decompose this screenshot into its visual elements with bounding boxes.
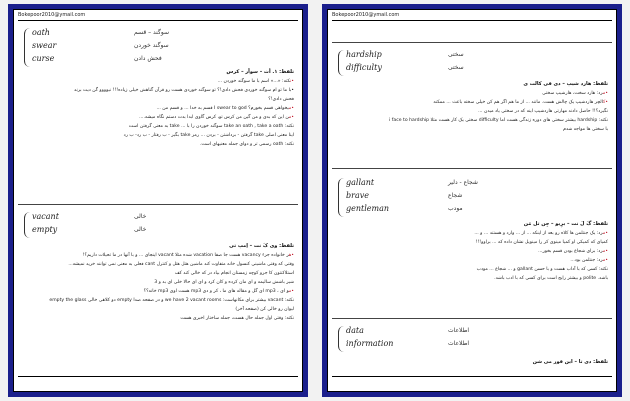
vocab-box: [24, 212, 290, 238]
vocab-row: [338, 191, 604, 204]
vocab-row: [338, 50, 604, 63]
pronunciation-line: تلفظ: وی کَ نت – اِمپ تی: [229, 243, 294, 249]
explanation-line: کمیای که کمیکی او کمیا مینوی کر را مینویل نشان داده که ... براوو!!!: [475, 240, 608, 245]
explanation-line: •نکته: «...» اسم با ما سوگند خوردن ...: [217, 79, 294, 84]
explanation-line: •مرد: یک جنتلمن ها کلاه رو بعد از اینکه ... از ... وارد و هستند ... و ...: [474, 231, 608, 236]
explanation-line: اینا معنی اصلی take گرفتن - برداشتن - بردن ... رمز take بگیر - ب رفتار - ب رد- ب رد: [123, 133, 294, 138]
explanation-line: نکته: وقتی اول جمله حال هست، جمله ساختار اخبری هست: [180, 316, 294, 321]
vocab-en: oath: [32, 28, 50, 37]
explanation-line: •من این که بدی و من گین من کرس تو، کرس گاوی ابدا بدت دستم نگاه میشه....: [139, 115, 294, 120]
vocab-en: vacant: [32, 212, 59, 221]
explanation-line: فحش دادی!؟: [268, 97, 294, 102]
vocab-en: hardship: [346, 50, 382, 59]
vocab-fa: شجاع: [448, 192, 463, 199]
vocab-row: [24, 225, 290, 238]
header-divider: [18, 20, 298, 21]
left-page: [8, 4, 308, 397]
vocab-fa: اطلاعات: [448, 340, 470, 347]
vocab-box: [338, 326, 604, 352]
vocab-row: [24, 54, 290, 67]
explanation-line: •با ما تو ام سوگند خوردی فحش دادی!؟ تو سوگند خوردی هست رو قرآن گناهش خیلی زیاده!!! نیوووو گن دیت برند: [74, 88, 294, 93]
vocab-row: [338, 204, 604, 217]
left-page-content: [13, 9, 303, 392]
explanation-line: نکته: کسی که با آداب هست و با حسن gallant و ... شجاع ... مودب: [476, 267, 608, 272]
vocab-box: [24, 28, 290, 67]
vocab-row: [338, 178, 604, 191]
pronunciation-line: تلفظ: گَ لَ نت – برِیو – جِن تل مَن: [523, 221, 608, 227]
vocab-box: [338, 50, 604, 76]
vocab-en: swear: [32, 41, 57, 50]
vocab-row: [338, 339, 604, 352]
explanation-line: شیر باشش سالیمه و ای مان کرده و کان کرد و ای ای حالا خلی ای بد و 3: [154, 280, 294, 285]
explanation-line: •کالچر هاردشیپ یک چالش هست. مانند ... از ما هم اگر هم کن خیلی سخته باعث ... ممکنه: [433, 100, 608, 105]
vocab-fa: سوگند – قسم: [134, 29, 169, 36]
vocab-row: [338, 326, 604, 339]
section-divider: [18, 204, 298, 205]
section-divider: [332, 42, 612, 43]
vocab-en: curse: [32, 54, 55, 63]
section-divider: [332, 168, 612, 169]
header-divider: [332, 20, 612, 21]
explanation-line: •مرد: جنتلمن بود...: [570, 258, 608, 263]
explanation-line: نکته: oath رسمی تر و دوای جمله معنیهای است.: [199, 142, 294, 147]
pronunciation-line: تلفظ: هارد شیپ – دی فی کالت ی: [523, 81, 608, 87]
vocab-en: information: [346, 339, 394, 348]
explanation-line: •هر خانواده جزء vacancy هست جا صفا vacation شده مثلا vacant اینجای ... و با آنها در ما تحیلات داریم؟!: [82, 253, 294, 258]
explanation-block: [22, 68, 294, 149]
explanation-block: [336, 358, 608, 367]
section-divider: [332, 318, 612, 319]
explanation-line: نکته: hardship بیشتر سختی های دوره زندگی هست اما difficulty سختی یک کار هست مثلا i face to hardship: [389, 118, 608, 123]
vocab-en: gentleman: [346, 204, 390, 213]
vocab-row: [338, 63, 604, 76]
vocab-fa: سختی: [448, 64, 464, 71]
explanation-line: نکته: take an oath , take a oath سوگند خوردن را با ... take به معنی گرفتن است: [128, 124, 294, 129]
vocab-fa: اطلاعات: [448, 327, 470, 334]
footer-divider: [332, 376, 612, 377]
vocab-en: difficulty: [346, 63, 382, 72]
vocab-en: data: [346, 326, 364, 335]
header-email: Bokepoor2010@ymail.com: [332, 12, 400, 18]
vocab-box: [338, 178, 604, 217]
explanation-line: لیوان رو خالی کن (صفحه آخر): [235, 307, 294, 312]
footer-divider: [18, 376, 298, 377]
vocab-en: empty: [32, 225, 58, 234]
vocab-fa: خالی: [134, 226, 147, 233]
vocab-fa: مودب: [448, 205, 463, 212]
vocab-fa: سختی: [448, 51, 464, 58]
explanation-line: •میخواهی قسم بخورم؟ I swear to god قسم به خدا ... و قسم من ...: [156, 106, 294, 111]
explanation-line: استلاکنتون کا جزو کوچه زمستان انجام بیاد در که خالی کند کف: [174, 271, 294, 276]
explanation-block: [22, 242, 294, 323]
explanation-block: [336, 80, 608, 134]
explanation-line: نگیرد؟!! حاصل دادند مهارتی هاردشیپ اینه که در سختی یاد میدن ...: [478, 109, 608, 114]
vocab-en: gallant: [346, 178, 375, 187]
pronunciation-line: تلفظ: ۱. اُث – سوآر – کرس: [226, 69, 294, 75]
vocab-fa: سوگند خوردن: [134, 42, 169, 49]
header-email: Bokepoor2010@ymail.com: [18, 12, 86, 18]
pronunciation-line: تلفظ: دی تا – این فور می شن: [532, 359, 608, 365]
explanation-block: [336, 220, 608, 283]
right-page-content: [327, 9, 617, 392]
explanation-line: وقتی که وقتی ماشینی کنسول خانه متفاوت کند ماشین هتل هتل و کنترل cant فعلی به معنی نمی توانند خرید نمیشه...: [68, 262, 294, 267]
vocab-row: [24, 41, 290, 54]
vocab-fa: فحش دادن: [134, 55, 162, 62]
explanation-line: •مو ای ، mp3 ای گل و مقاله های ما ، کر و دی mp3 هست اوی mp3 خانه؟؟: [143, 289, 294, 294]
explanation-line: باشد. polite و بیشتر رایج است برای کسی که با ادب باشد.: [494, 276, 608, 281]
explanation-line: •مرد: هارد سخت، هارشیپ سختی: [542, 91, 608, 96]
vocab-en: brave: [346, 191, 369, 200]
right-page: [322, 4, 622, 397]
vocab-row: [24, 212, 290, 225]
explanation-line: •مرد: برای شجاع بودن قسم بخور...: [538, 249, 608, 254]
vocab-row: [24, 28, 290, 41]
vocab-fa: شجاع - دلیر: [448, 179, 478, 186]
explanation-line: نکته: vacant بیشتر برای مکانهاست: we have 2 vacant rooms و در صفحه صدا empty دو کلاهی خالی empty the glass: [49, 298, 294, 303]
vocab-fa: خالی: [134, 213, 147, 220]
explanation-line: با سختی ها مواجه شدم: [563, 127, 608, 132]
